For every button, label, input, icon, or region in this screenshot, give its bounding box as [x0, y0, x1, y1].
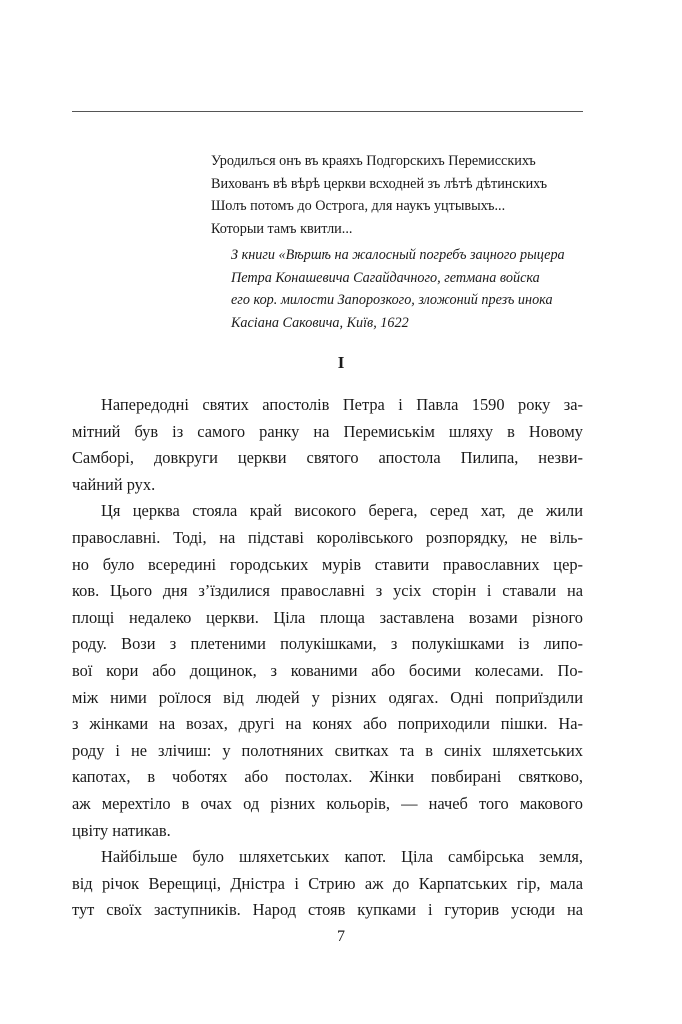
attribution-line: его кор. милости Запорозкого, зложоний презъ инока [231, 292, 553, 308]
attribution-line: З книги «Вѣршѣ на жалосный погребъ зацного рыцера [231, 247, 565, 263]
body-text [72, 392, 583, 924]
text-line: ков. Цього дня з’їздилися православні з усіх сторін і ставали на [72, 581, 583, 601]
text-line: між ними роїлося від людей у різних одягах. Одні поприїздили [72, 687, 583, 707]
attribution-line: Петра Конашевича Сагайдачного, гетмана войска [231, 269, 540, 286]
text-line: капотах, в чоботях або постолах. Жінки повбирані святково, [72, 767, 583, 787]
top-divider-rule [72, 111, 583, 112]
chapter-heading: I [337, 353, 345, 372]
text-line: з жінками на возах, другі на конях або поприходили пішки. На- [72, 714, 583, 734]
text-line: площі недалеко церкви. Ціла площа заставлена возами різного [72, 607, 583, 627]
text-line: Ця церква стояла край високого берега, серед хат, де жили [101, 501, 583, 521]
text-line: чайний рух. [72, 474, 156, 494]
text-line: роду. Вози з плетеними полукішками, з полукішками із липо- [72, 634, 583, 654]
text-line: вої кори або дощинок, з кованими або босими колесами. По- [72, 660, 583, 680]
attribution-line: Касіана Саковича, Київ, 1622 [231, 314, 409, 331]
text-line: Напередодні святих апостолів Петра і Павла 1590 року за- [101, 395, 583, 414]
text-line: Самборі, довкруги церкви святого апостола Пилипа, незви- [72, 448, 583, 468]
text-line: тут своїх заступників. Народ стояв купками і гуторив усюди на [72, 900, 583, 920]
epigraph-attribution [211, 244, 591, 334]
page-number: 7 [337, 928, 345, 945]
text-line: аж мерехтіло в очах од різних кольорів, — начеб того макового [72, 793, 583, 813]
text-line: но було всередині городських мурів ставити православних цер- [72, 554, 583, 574]
epigraph-line: Уродилъся онъ въ краяхъ Подгорскихъ Перемисскихъ [211, 153, 536, 169]
text-line: роду і не злічиш: у полотняних свитках та в синіх шляхетських [72, 740, 583, 760]
text-line: Найбільше було шляхетських капот. Ціла самбірська земля, [101, 847, 583, 867]
epigraph-line: Вихованъ вѣ вѣрѣ церкви всходней зъ лѣтѣ дѣтинскихъ [211, 175, 548, 192]
text-line: від річок Верещиці, Дністра і Стрию аж до Карпатських гір, мала [72, 873, 583, 893]
epigraph-line: Шолъ потомъ до Острога, для наукъ уцтывыхъ... [211, 198, 506, 214]
epigraph [211, 150, 591, 334]
text-line: цвіту натикав. [72, 820, 171, 840]
epigraph-line: Которыи тамъ квитли... [211, 220, 353, 237]
text-line: православні. Тоді, на підставі королівського розпорядку, не віль- [72, 527, 583, 547]
text-line: мітний був із самого ранку на Перемиськім шляху в Новому [72, 421, 583, 441]
